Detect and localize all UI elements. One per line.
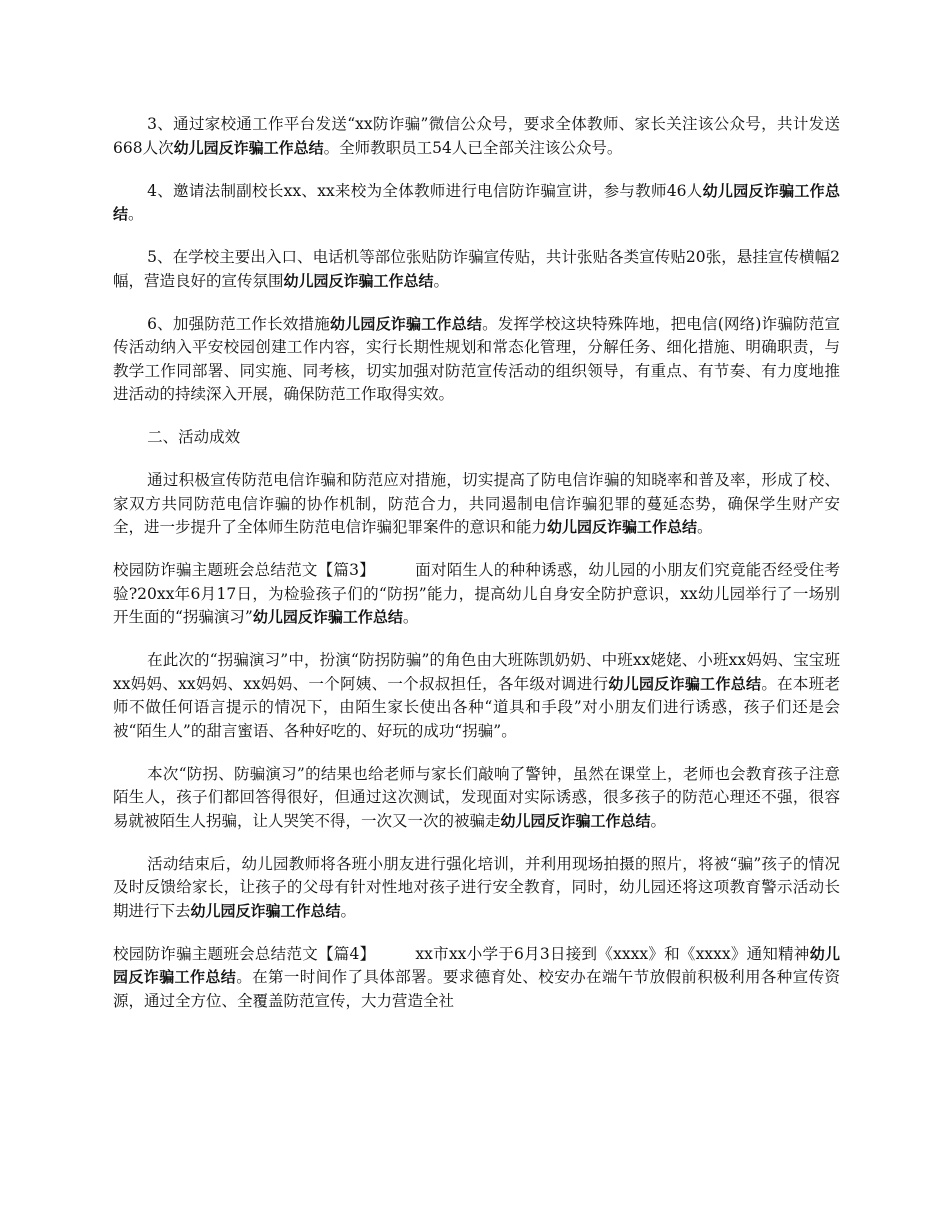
paragraph-text: 。在第一时间作了具体部署。要求德育处、校安办在端午节放假前积极利用各种宣传资源，通过全方位、全覆盖防范宣传，大力营造全社: [113, 968, 840, 1010]
results-paragraph: [113, 469, 840, 540]
paragraph-4: [113, 180, 840, 227]
keyword-bold: 幼儿园反诈骗工作总结: [113, 181, 840, 223]
section-heading: 二、活动成效: [147, 428, 241, 446]
article3-paragraph-1: [113, 649, 840, 743]
keyword-bold: 幼儿园反诈骗工作总结: [173, 138, 324, 157]
keyword-bold: 幼儿园反诈骗工作总结: [113, 944, 840, 986]
paragraph-text: 。: [697, 518, 713, 536]
paragraph-text: 在此次的“拐骗演习”中，扮演“防拐防骗”的角色由大班陈凯奶奶、中班xx姥姥、小班xx妈妈、宝宝班xx妈妈、xx妈妈、xx妈妈、一个阿姨、一个叔叔担任，各年级对调进行: [113, 651, 840, 693]
keyword-bold: 幼儿园反诈骗工作总结: [252, 608, 403, 626]
paragraph-text: 。: [128, 205, 144, 223]
document-page: [113, 113, 840, 1033]
paragraph-text: xx市xx小学于6月3日接到《xxxx》和《xxxx》通知精神: [415, 944, 810, 963]
paragraph-6: [113, 313, 840, 407]
keyword-bold: 幼儿园反诈骗工作总结: [547, 518, 698, 536]
keyword-bold: 幼儿园反诈骗工作总结: [329, 314, 483, 333]
article3-paragraph-3: [113, 853, 840, 924]
keyword-bold: 幼儿园反诈骗工作总结: [608, 674, 762, 693]
paragraph-5: [113, 246, 840, 293]
article3-paragraph-2: [113, 763, 840, 834]
paragraph-text: 面对陌生人的种种诱惑，幼儿园的小朋友们究竟能否经受住考验?20xx年6月17日，为检验孩子们的“防拐”能力，提高幼儿自身安全防护意识，xx幼儿园举行了一场别开生面的“拐骗演习”: [113, 561, 840, 626]
paragraph-text: 。在本班老师不做任何语言提示的情况下，由陌生家长使出各种“道具和手段”对小朋友们进行诱惑，孩子们还是会被“陌生人”的甜言蜜语、各种好吃的、好玩的成功“拐骗”。: [113, 674, 840, 740]
keyword-bold: 幼儿园反诈骗工作总结: [190, 901, 341, 920]
article-title: 校园防诈骗主题班会总结范文【篇3】: [113, 561, 375, 579]
paragraph-text: 6、加强防范工作长效措施: [147, 314, 330, 333]
article-title: 校园防诈骗主题班会总结范文【篇4】: [113, 944, 376, 963]
paragraph-text: 。发挥学校这块特殊阵地，把电信(网络)诈骗防范宣传活动纳入平安校园创建工作内容，实行长期性规划和常态化管理，分解任务、细化措施、明确职责，与教学工作同部署、同实施、同考核，切实加强对防范宣传活动的组织领导，有重点、有节奏、有力度地推进活动的持续深入开展，确保防范工作取得实效。: [113, 314, 840, 403]
paragraph-text: 。全师教职员工54人已全部关注该公众号。: [323, 138, 623, 157]
paragraph-text: 活动结束后，幼儿园教师将各班小朋友进行强化培训，并利用现场拍摄的照片，将被“骗”孩子的情况及时反馈给家长，让孩子的父母有针对性地对孩子进行安全教育，同时，幼儿园还将这项教育警示活动长期进行下去: [113, 854, 840, 920]
keyword-bold: 幼儿园反诈骗工作总结: [283, 271, 434, 290]
paragraph-text: 3、通过家校通工作平台发送“xx防诈骗”微信公众号，要求全体教师、家长关注该公众号，共计发送668人次: [113, 115, 840, 157]
paragraph-text: 通过积极宣传防范电信诈骗和防范应对措施，切实提高了防电信诈骗的知晓率和普及率，形成了校、家双方共同防范电信诈骗的协作机制，防范合力，共同遏制电信诈骗犯罪的蔓延态势，确保学生财产安全，进一步提升了全体师生防范电信诈骗犯罪案件的意识和能力: [113, 471, 840, 536]
keyword-bold: 幼儿园反诈骗工作总结: [500, 811, 651, 830]
article3-intro: [113, 559, 840, 630]
paragraph-text: 。: [402, 608, 419, 626]
paragraph-text: 。: [650, 811, 667, 830]
paragraph-text: 5、在学校主要出入口、电话机等部位张贴防诈骗宣传贴，共计张贴各类宣传贴20张，悬挂宣传横幅2幅，营造良好的宣传氛围: [113, 248, 840, 290]
paragraph-text: 。: [433, 271, 450, 290]
paragraph-text: 。: [340, 901, 357, 920]
article4-intro: [113, 943, 840, 1014]
paragraph-text: 4、邀请法制副校长xx、xx来校为全体教师进行电信防诈骗宣讲，参与教师46人: [147, 181, 703, 200]
paragraph-3: [113, 113, 840, 160]
paragraph-text: 本次“防拐、防骗演习”的结果也给老师与家长们敲响了警钟，虽然在课堂上，老师也会教育孩子注意陌生人，孩子们都回答得很好，但通过这次测试，发现面对实际诱惑，很多孩子的防范心理还不强，很容易就被陌生人拐骗，让人哭笑不得，一次又一次的被骗走: [113, 764, 840, 830]
